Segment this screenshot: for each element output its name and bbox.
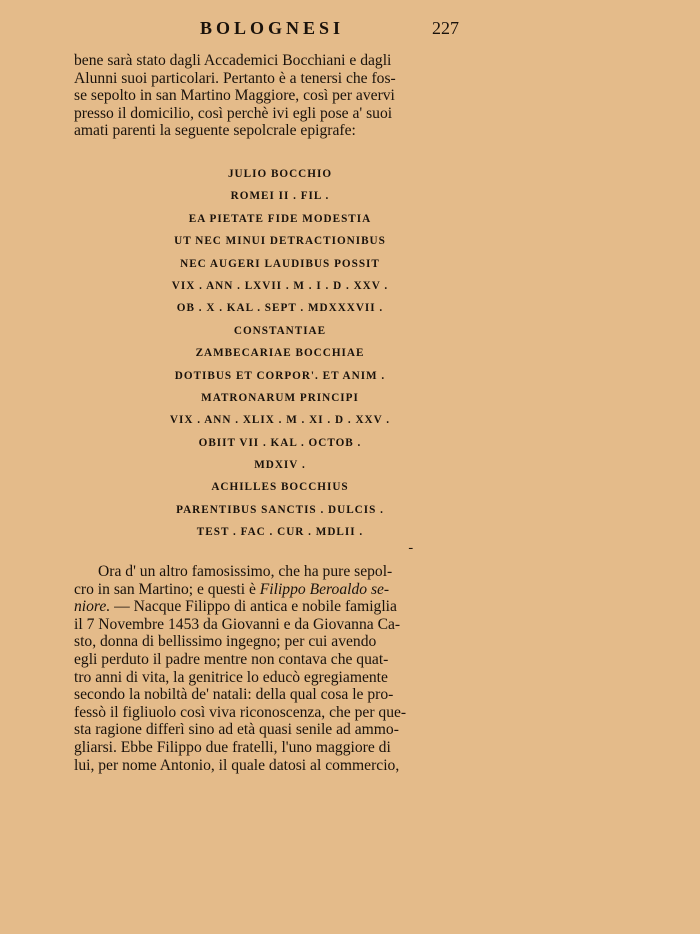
text-line: gliarsi. Ebbe Filippo due fratelli, l'uno maggiore di: [74, 738, 391, 756]
text-line: [74, 598, 494, 616]
text-line: Ora d' un altro famosissimo, che ha pure sepol-: [98, 563, 393, 580]
epigraph-line: OBIIT VII . KAL . OCTOB .: [198, 436, 362, 449]
ink-mark: ـ: [409, 538, 413, 552]
epigraph-line: MATRONARUM PRINCIPI: [201, 391, 359, 404]
epigraph-line: TEST . FAC . CUR . MDLII .: [196, 526, 364, 539]
epigraph-line: OB . X . KAL . SEPT . MDXXXVII .: [176, 302, 384, 315]
epigraph-line: ZAMBECARIAE BOCCHIAE: [195, 347, 365, 360]
text-line: amati parenti la seguente sepolcrale epigrafe:: [74, 122, 356, 140]
running-title: BOLOGNESI: [200, 18, 345, 38]
epigraph-line: EA PIETATE FIDE MODESTIA: [188, 212, 372, 225]
text-line: il 7 Novembre 1453 da Giovanni e da Giovanna Ca-: [74, 615, 401, 633]
epigraph-line: NEC AUGERI LAUDIBUS POSSIT: [180, 257, 380, 270]
text-line: se sepolto in san Martino Maggiore, così per avervi: [74, 87, 395, 105]
text-line: presso il domicilio, così perchè ivi egli pose a' suoi: [74, 104, 393, 122]
text-line: bene sarà stato dagli Accademici Bocchiani e dagli: [74, 52, 392, 69]
text-line: [74, 581, 494, 599]
epigraph-line: ROMEI II . FIL .: [230, 190, 330, 203]
epigraph-line: CONSTANTIAE: [233, 324, 327, 337]
running-head: [0, 18, 700, 42]
text-line: secondo la nobiltà de' natali: della qual cosa le pro-: [74, 686, 394, 704]
person-name: Filippo Beroaldo se-: [259, 580, 390, 598]
person-name: niore.: [74, 598, 111, 616]
page-number: 227: [432, 18, 459, 38]
text-span: — Nacque Filippo di antica e nobile famiglia: [110, 598, 397, 616]
epigraph-line: ACHILLES BOCCHIUS: [211, 481, 349, 494]
text-span: cro in san Martino; e questi è: [74, 580, 260, 598]
text-line: egli perduto il padre mentre non contava che quat-: [74, 650, 389, 668]
epigraph-line: UT NEC MINUI DETRACTIONIBUS: [174, 235, 386, 248]
paragraph-1: [74, 52, 494, 140]
text-line: Alunni suoi particolari. Pertanto è a tenersi che fos-: [74, 69, 396, 87]
text-line: sto, donna di bellissimo ingegno; per cui avendo: [74, 633, 377, 651]
epigraph-line: VIX . ANN . XLIX . M . XI . D . XXV .: [169, 414, 391, 427]
epigraph-line: VIX . ANN . LXVII . M . I . D . XXV .: [171, 279, 389, 292]
text-line: tro anni di vita, la genitrice lo educò egregiamente: [74, 668, 388, 686]
epigraph: [120, 166, 440, 547]
text-line: fessò il figliuolo così viva riconoscenza, che per que-: [74, 703, 407, 721]
text-line: lui, per nome Antonio, il quale datosi al commercio,: [74, 756, 400, 774]
text-line: sta ragione differì sino ad età quasi senile ad ammo-: [74, 721, 399, 739]
epigraph-line: JULIO BOCCHIO: [227, 168, 333, 180]
epigraph-line: DOTIBUS ET CORPOR'. ET ANIM .: [174, 369, 386, 382]
epigraph-line: MDXIV .: [254, 459, 306, 472]
epigraph-line: PARENTIBUS SANCTIS . DULCIS .: [176, 503, 384, 516]
paragraph-2: [74, 563, 494, 774]
